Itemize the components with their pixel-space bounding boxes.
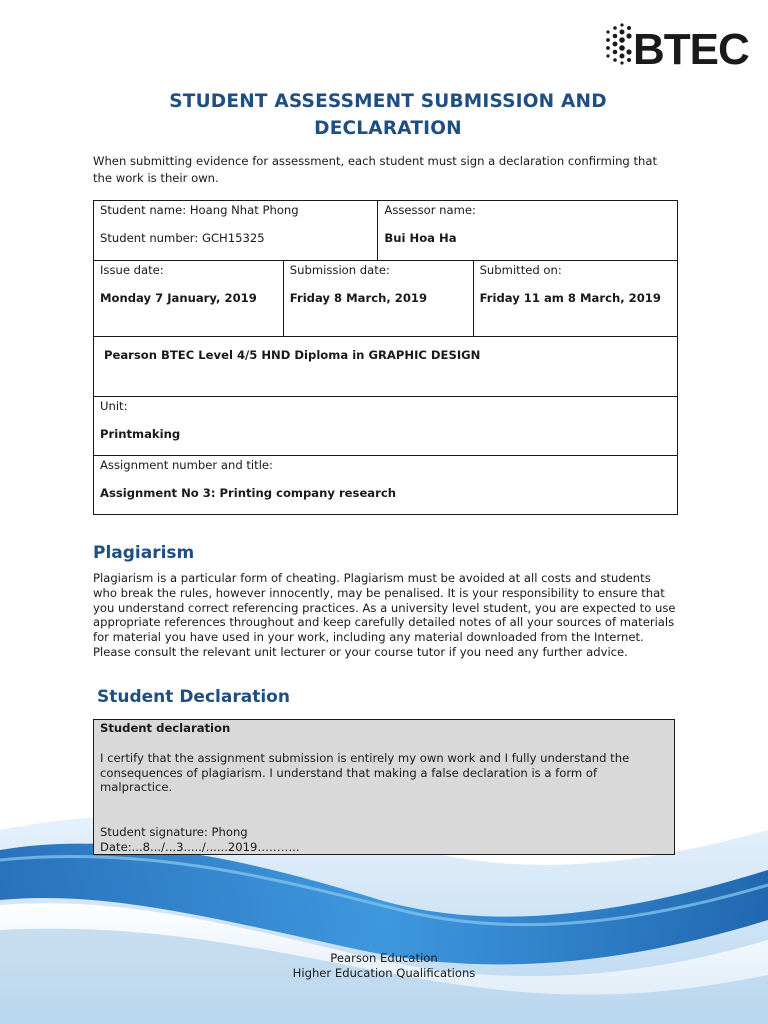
submitted-on: Friday 11 am 8 March, 2019: [479, 291, 661, 305]
student-name: Hoang Nhat Phong: [189, 203, 299, 217]
issue-date-label: Issue date:: [100, 263, 164, 277]
submitted-on-cell: [473, 261, 677, 337]
issue-date-cell: [94, 261, 284, 337]
assessor-cell: [378, 201, 678, 261]
plagiarism-text: Plagiarism is a particular form of cheating. Plagiarism must be avoided at all costs and students who break the rules, however innocently, may be penalised. It is your responsibility to ensure that you understand correct referencing practices. As a university level student, you are expected to use appropriate references throughout and keep carefully detailed notes of all your sources of materials for material you have used in your work, including any material downloaded from the Internet. Please consult the relevant unit lecturer or your course tutor if you need any further advice.: [93, 571, 676, 659]
assessor-label: Assessor name:: [384, 203, 476, 217]
qualification-cell: [94, 337, 678, 397]
submitted-on-label: Submitted on:: [479, 263, 562, 277]
issue-date: Monday 7 January, 2019: [100, 291, 257, 305]
footer-line-2: Higher Education Qualifications: [292, 966, 476, 980]
student-number-label: Student number:: [100, 231, 199, 245]
page-title: STUDENT ASSESSMENT SUBMISSION AND DECLARATION: [169, 91, 607, 139]
declaration-date: Date:...8.../...3...../......2019………..: [100, 839, 300, 854]
assignment-title: Assignment No 3: Printing company research: [100, 486, 396, 500]
declaration-box: [93, 719, 675, 855]
student-number: GCH15325: [201, 231, 265, 245]
submission-date-label: Submission date:: [289, 263, 390, 277]
footer-line-1: Pearson Education: [330, 951, 438, 965]
unit-label: Unit:: [100, 399, 128, 413]
student-signature: Phong: [211, 825, 248, 840]
signature-label: Student signature:: [100, 825, 208, 840]
assessor-name: Bui Hoa Ha: [384, 231, 457, 245]
declaration-statement: I certify that the assignment submission is entirely my own work and I fully understand the consequences of plagiarism. I understand that making a false declaration is a form of malpractice.: [100, 750, 630, 795]
footer: [0, 951, 768, 981]
submission-date-cell: [283, 261, 473, 337]
declaration-box-title: Student declaration: [100, 721, 231, 735]
submission-date: Friday 8 March, 2019: [289, 291, 428, 305]
btec-logo: [604, 22, 754, 70]
plagiarism-heading: Plagiarism: [93, 543, 195, 563]
student-name-label: Student name:: [100, 203, 187, 217]
intro-text: When submitting evidence for assessment, each student must sign a declaration confirming that the work is their own.: [93, 154, 658, 185]
unit-name: Printmaking: [100, 427, 181, 441]
assignment-label: Assignment number and title:: [100, 458, 273, 472]
qualification: Pearson BTEC Level 4/5 HND Diploma in GRAPHIC DESIGN: [104, 348, 481, 362]
submission-details-table: [93, 200, 678, 515]
logo-wordmark: BTEC: [633, 25, 749, 70]
declaration-heading: Student Declaration: [97, 687, 290, 707]
assignment-cell: [94, 456, 678, 515]
unit-cell: [94, 397, 678, 456]
student-cell: [94, 201, 378, 261]
